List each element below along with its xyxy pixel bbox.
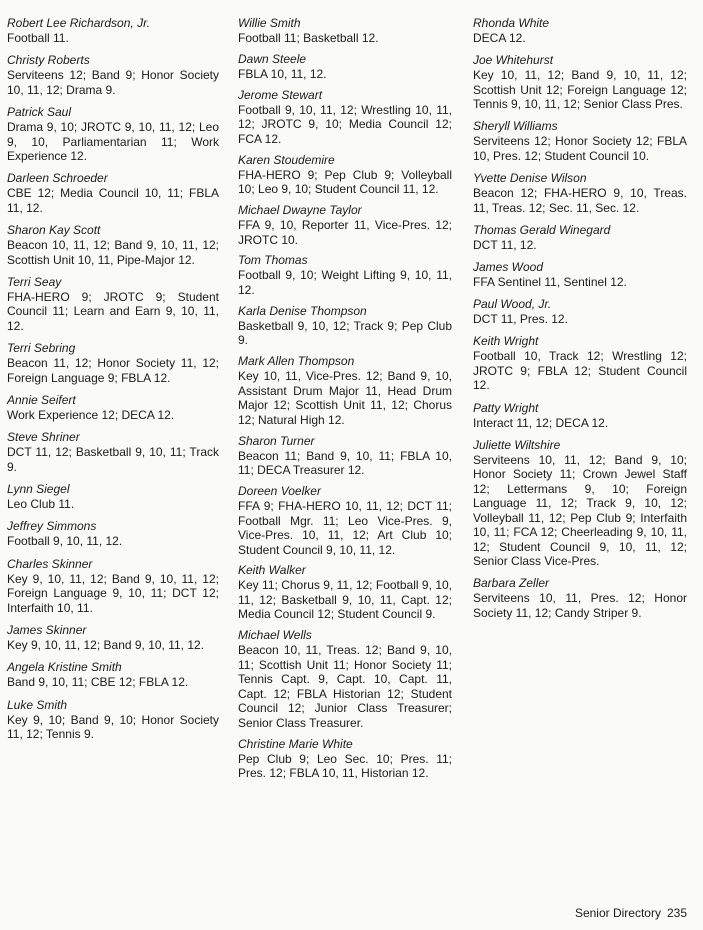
directory-entry — [238, 203, 452, 247]
directory-entry — [238, 434, 452, 478]
student-activities: DCT 11, Pres. 12. — [473, 312, 568, 327]
student-activities: Drama 9, 10; JROTC 9, 10, 11, 12; Leo 9, 10, Parliamentarian 11; Work Experience 12. — [7, 120, 219, 164]
student-activities: Work Experience 12; DECA 12. — [7, 408, 175, 423]
directory-entry — [238, 563, 452, 622]
directory-entry — [473, 438, 687, 569]
student-activities: Football 11; Basketball 12. — [238, 31, 379, 45]
directory-entry — [238, 628, 452, 730]
directory-entry — [238, 354, 452, 427]
student-name: Sharon Kay Scott — [7, 223, 101, 238]
student-activities: Key 10, 11, Vice-Pres. 12; Band 9, 10, Assistant Drum Major 11, Head Drum Major 12; Scottish Unit 11, 12; Chorus 12; Natural High 12. — [238, 369, 452, 427]
directory-entry — [7, 53, 219, 97]
directory-entry — [7, 660, 219, 690]
directory-entry — [238, 16, 452, 46]
directory-entry — [473, 223, 687, 253]
directory-entry — [7, 430, 219, 474]
student-name: Michael Wells — [238, 628, 312, 643]
student-activities: DECA 12. — [473, 31, 526, 45]
student-name: Doreen Voelker — [238, 484, 321, 499]
student-name: Paul Wood, Jr. — [473, 297, 552, 312]
directory-entry — [7, 16, 219, 46]
student-name: Jerome Stewart — [238, 87, 323, 102]
student-activities: Serviteens 12; Band 9; Honor Society 10, 11, 12; Drama 9. — [7, 68, 219, 97]
student-activities: FHA-HERO 9; JROTC 9; Student Council 11; Learn and Earn 9, 10, 11, 12. — [7, 289, 219, 333]
student-name: Joe Whitehurst — [473, 53, 554, 68]
student-activities: Basketball 9, 10, 12; Track 9; Pep Club 9. — [238, 318, 452, 348]
directory-entry — [238, 88, 452, 147]
directory-entry — [473, 119, 687, 163]
directory-entry — [7, 105, 219, 164]
directory-entry — [473, 260, 687, 290]
directory-entry — [473, 576, 687, 620]
student-activities: Football 9, 10; Weight Lifting 9, 10, 11, 12. — [238, 268, 452, 297]
student-activities: Key 9, 10, 11, 12; Band 9, 10, 11, 12; Foreign Language 9, 10, 11; DCT 12; Interfaith 10, 11. — [7, 571, 219, 615]
directory-entry — [473, 334, 687, 393]
directory-column-3 — [473, 16, 687, 620]
directory-entry — [7, 557, 219, 616]
student-name: Dawn Steele — [238, 51, 307, 66]
student-name: Sheryll Williams — [473, 119, 558, 134]
directory-entry — [238, 484, 452, 557]
directory-entry — [7, 698, 219, 742]
student-name: Sharon Turner — [238, 433, 315, 448]
page-number: 235 — [666, 906, 687, 920]
student-name: Willie Smith — [238, 16, 301, 30]
student-activities: CBE 12; Media Council 10, 11; FBLA 11, 12. — [7, 186, 219, 215]
directory-entry — [473, 16, 687, 46]
student-name: Angela Kristine Smith — [7, 660, 122, 675]
student-activities: Football 10, Track 12; Wrestling 12; JROTC 9; FBLA 12; Student Council 12. — [473, 349, 687, 393]
student-activities: Football 9, 10, 11, 12. — [7, 534, 123, 549]
student-name: James Wood — [473, 259, 544, 274]
student-activities: Key 10, 11, 12; Band 9, 10, 11, 12; Scottish Unit 12; Foreign Language 12; Tennis 9, 10, 11, 12; Senior Class Pres. — [473, 68, 687, 112]
student-name: Michael Dwayne Taylor — [238, 203, 362, 218]
student-activities: Serviteens 12; Honor Society 12; FBLA 10, Pres. 12; Student Council 10. — [473, 134, 687, 163]
student-activities: DCT 11, 12; Basketball 9, 10, 11; Track 9. — [7, 445, 219, 474]
student-activities: Beacon 12; FHA-HERO 9, 10, Treas. 11, Treas. 12; Sec. 11, Sec. 12. — [473, 186, 687, 215]
student-activities: Football 9, 10, 11, 12; Wrestling 10, 11, 12; JROTC 9, 10; Media Council 12; FCA 12. — [238, 102, 452, 146]
student-activities: FFA 9, 10, Reporter 11, Vice-Pres. 12; JROTC 10. — [238, 218, 452, 247]
student-activities: Beacon 11, 12; Honor Society 11, 12; Foreign Language 9; FBLA 12. — [7, 356, 219, 385]
directory-entry — [473, 297, 687, 327]
directory-column-2 — [238, 16, 452, 781]
student-activities: FHA-HERO 9; Pep Club 9; Volleyball 10; Leo 9, 10; Student Council 11, 12. — [238, 167, 452, 197]
student-name: Yvette Denise Wilson — [473, 171, 587, 186]
student-name: Karen Stoudemire — [238, 152, 335, 167]
student-activities: Serviteens 10, 11, Pres. 12; Honor Society 11, 12; Candy Striper 9. — [473, 591, 687, 620]
directory-entry — [7, 171, 219, 215]
student-activities: Key 9, 10, 11, 12; Band 9, 10, 11, 12. — [7, 638, 205, 653]
directory-entry — [238, 253, 452, 297]
student-activities: DCT 11, 12. — [473, 237, 537, 252]
student-activities: Beacon 10, 11, Treas. 12; Band 9, 10, 11; Scottish Unit 11; Honor Society 11; Tennis Capt. 9, Capt. 10, Capt. 11, Capt. 12; FBLA Historian 12; Student Council 12; Junior Class Treasurer; Senior Class Treasurer. — [238, 643, 452, 730]
student-activities: Key 11; Chorus 9, 11, 12; Football 9, 10, 11, 12; Basketball 9, 10, 11, Capt. 12; Media Council 12; Student Council 9. — [238, 578, 452, 622]
student-name: Keith Walker — [238, 563, 306, 578]
student-name: Luke Smith — [7, 697, 68, 712]
directory-entry — [7, 275, 219, 334]
student-name: Barbara Zeller — [473, 576, 550, 591]
student-activities: Leo Club 11. — [7, 497, 75, 512]
student-name: Terri Sebring — [7, 341, 76, 356]
student-name: Steve Shriner — [7, 430, 80, 445]
directory-entry — [238, 737, 452, 781]
footer-section-title: Senior Directory — [574, 906, 661, 920]
directory-entry — [473, 401, 687, 431]
student-activities: Interact 11, 12; DECA 12. — [473, 415, 609, 430]
student-activities: FFA 9; FHA-HERO 10, 11, 12; DCT 11; Football Mgr. 11; Leo Vice-Pres. 9, Vice-Pres. 10, 11, 12; Art Club 10; Student Council 9, 10, 11, 12. — [238, 499, 452, 557]
student-name: Lynn Siegel — [7, 482, 70, 497]
directory-entry — [238, 153, 452, 197]
directory-entry — [7, 623, 219, 653]
student-activities: FFA Sentinel 11, Sentinel 12. — [473, 274, 627, 289]
student-name: Darleen Schroeder — [7, 171, 108, 186]
directory-column-1 — [7, 16, 219, 742]
student-name: Patty Wright — [473, 400, 539, 415]
student-name: Rhonda White — [473, 16, 550, 30]
student-name: Tom Thomas — [238, 253, 308, 268]
student-name: Annie Seifert — [7, 393, 76, 408]
directory-entry — [7, 341, 219, 385]
student-activities: Key 9, 10; Band 9, 10; Honor Society 11, 12; Tennis 9. — [7, 712, 219, 742]
student-name: Karla Denise Thompson — [238, 303, 367, 318]
student-name: Keith Wright — [473, 334, 539, 349]
student-name: Thomas Gerald Winegard — [473, 222, 611, 237]
directory-entry — [7, 482, 219, 512]
directory-entry — [7, 519, 219, 549]
student-name: Terri Seay — [7, 274, 62, 289]
student-name: Robert Lee Richardson, Jr. — [7, 16, 150, 30]
student-activities: Band 9, 10, 11; CBE 12; FBLA 12. — [7, 675, 189, 690]
student-name: Jeffrey Simmons — [7, 519, 97, 534]
student-name: Patrick Saul — [7, 105, 72, 120]
student-activities: Serviteens 10, 11, 12; Band 9, 10; Honor Society 11; Crown Jewel Staff 12; Lettermans 9, 10; Foreign Language 11, 12; Track 9, 10, 12; Volleyball 11, 12; Pep Club 9; Interfaith 10, 11; FCA 12; Cheerleading 9, 10, 11, 12; Student Council 9, 10, 11, 12; Senior Class Vice-Pres. — [473, 452, 687, 569]
student-name: Juliette Wiltshire — [473, 437, 561, 452]
student-name: Christy Roberts — [7, 53, 90, 68]
page-footer — [575, 906, 687, 920]
directory-entry — [7, 223, 219, 267]
student-name: James Skinner — [7, 623, 87, 638]
directory-entry — [238, 52, 452, 82]
directory-entry — [473, 171, 687, 215]
student-activities: Football 11. — [7, 31, 69, 45]
student-name: Mark Allen Thompson — [238, 354, 355, 369]
student-activities: Beacon 10, 11, 12; Band 9, 10, 11, 12; Scottish Unit 10, 11, Pipe-Major 12. — [7, 238, 219, 267]
student-activities: Pep Club 9; Leo Sec. 10; Pres. 11; Pres. 12; FBLA 10, 11, Historian 12. — [238, 751, 452, 781]
directory-entry — [238, 304, 452, 348]
directory-entry — [473, 53, 687, 112]
student-name: Charles Skinner — [7, 556, 93, 571]
directory-entry — [7, 393, 219, 423]
student-activities: FBLA 10, 11, 12. — [238, 66, 327, 81]
student-name: Christine Marie White — [238, 736, 353, 751]
student-activities: Beacon 11; Band 9, 10, 11; FBLA 10, 11; DECA Treasurer 12. — [238, 448, 452, 478]
